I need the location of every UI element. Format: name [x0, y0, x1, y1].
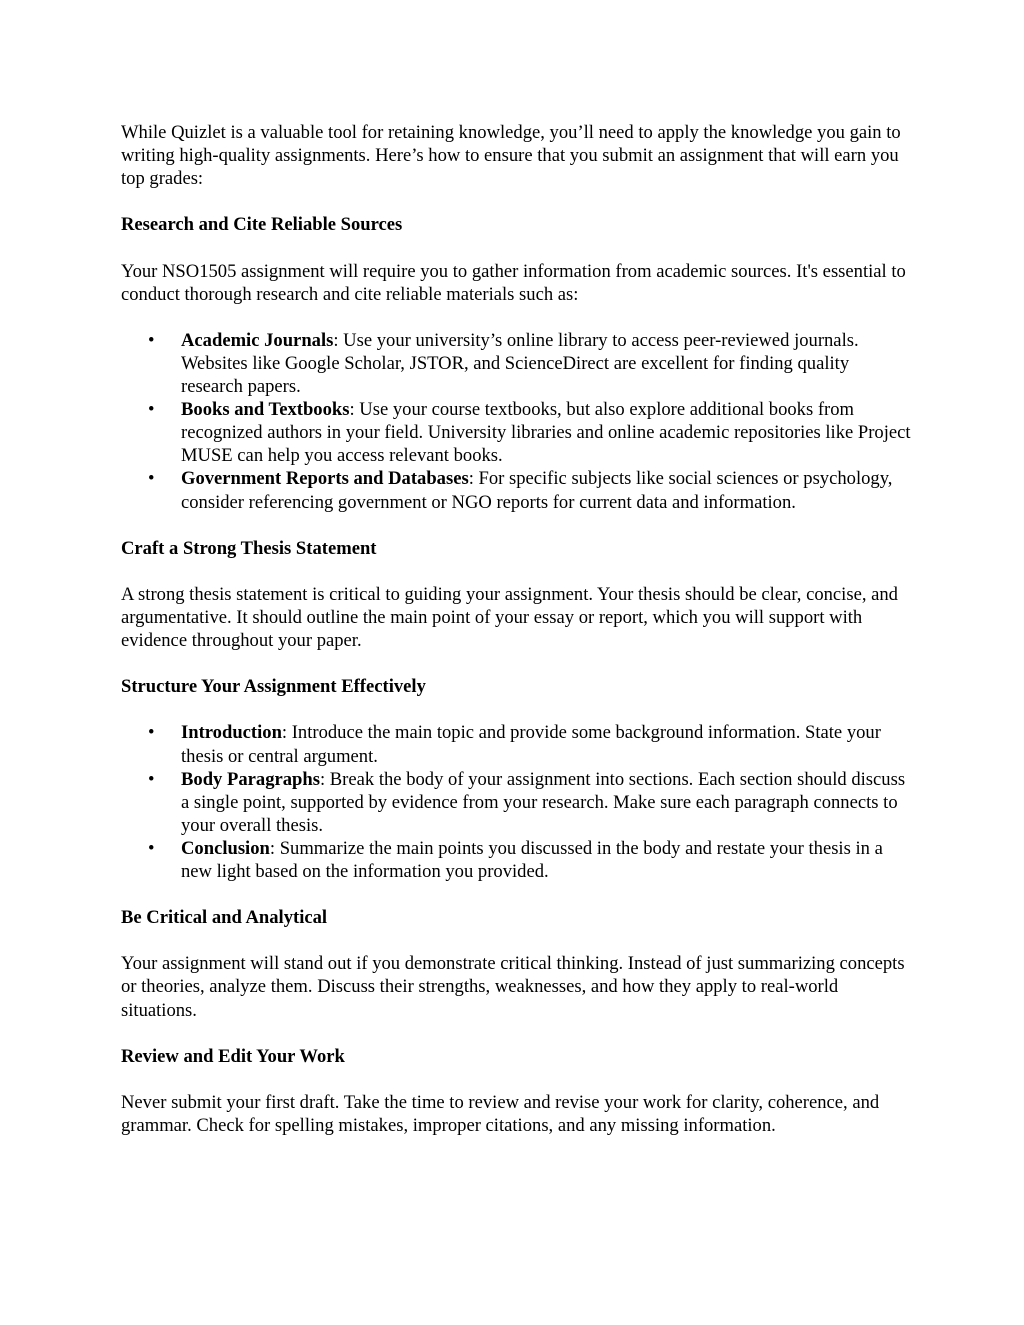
list-item-text: : Use your course textbooks, but also explore additional books from recognized authors in your field. University libraries and online academic repositories like Project MUSE can help you access relevant books.	[181, 399, 911, 467]
bullet-icon: •	[148, 468, 155, 490]
section-heading-research: Research and Cite Reliable Sources	[121, 214, 403, 236]
list-item-term: Body Paragraphs	[181, 768, 320, 790]
list-item	[121, 721, 911, 767]
bullet-icon: •	[148, 329, 155, 351]
research-paragraph: Your NSO1505 assignment will require you to gather information from academic sources. It's essential to conduct thorough research and cite reliable materials such as:	[121, 260, 906, 305]
list-item-term: Introduction	[181, 722, 282, 744]
list-item-term: Government Reports and Databases	[181, 468, 469, 490]
list-item-text: : For specific subjects like social sciences or psychology, consider referencing government or NGO reports for current data and information.	[181, 468, 893, 513]
list-item-text: : Summarize the main points you discussed in the body and restate your thesis in a new light based on the information you provided.	[181, 837, 883, 882]
structure-list	[121, 721, 911, 883]
section-heading-critical: Be Critical and Analytical	[121, 907, 328, 929]
research-sources-list	[121, 329, 911, 514]
review-paragraph: Never submit your first draft. Take the time to review and revise your work for clarity, coherence, and grammar. Check for spelling mistakes, improper citations, and any missing information.	[121, 1091, 880, 1137]
bullet-icon: •	[148, 722, 155, 744]
bullet-icon: •	[148, 837, 155, 859]
list-item-text: : Introduce the main topic and provide some background information. State your thesis or central argument.	[181, 722, 881, 767]
list-item	[121, 837, 911, 883]
section-heading-structure: Structure Your Assignment Effectively	[121, 676, 426, 698]
bullet-icon: •	[148, 399, 155, 421]
document-page	[121, 121, 911, 1160]
section-heading-review: Review and Edit Your Work	[121, 1045, 345, 1067]
list-item-term: Conclusion	[181, 837, 270, 859]
list-item	[121, 329, 911, 398]
list-item-term: Academic Journals	[181, 329, 334, 351]
section-heading-thesis: Craft a Strong Thesis Statement	[121, 537, 377, 559]
list-item-text: : Break the body of your assignment into sections. Each section should discuss a single point, supported by evidence from your research. Make sure each paragraph connects to your overall thesis.	[181, 768, 906, 836]
list-item	[121, 398, 911, 467]
thesis-paragraph: A strong thesis statement is critical to guiding your assignment. Your thesis should be clear, concise, and argumentative. It should outline the main point of your essay or report, which you will support with evidence throughout your paper.	[121, 583, 898, 652]
list-item-term: Books and Textbooks	[181, 399, 350, 421]
list-item-text: : Use your university’s online library to access peer-reviewed journals. Websites like Google Scholar, JSTOR, and ScienceDirect are excellent for finding quality research papers.	[181, 329, 859, 398]
list-item	[121, 768, 911, 837]
list-item	[121, 467, 911, 513]
intro-paragraph: While Quizlet is a valuable tool for retaining knowledge, you’ll need to apply the knowledge you gain to writing high-quality assignments. Here’s how to ensure that you submit an assignment that will earn you top grades:	[121, 122, 901, 190]
critical-paragraph: Your assignment will stand out if you demonstrate critical thinking. Instead of just summarizing concepts or theories, analyze them. Discuss their strengths, weaknesses, and how they apply to real-world situations.	[121, 953, 905, 1021]
bullet-icon: •	[148, 768, 155, 790]
